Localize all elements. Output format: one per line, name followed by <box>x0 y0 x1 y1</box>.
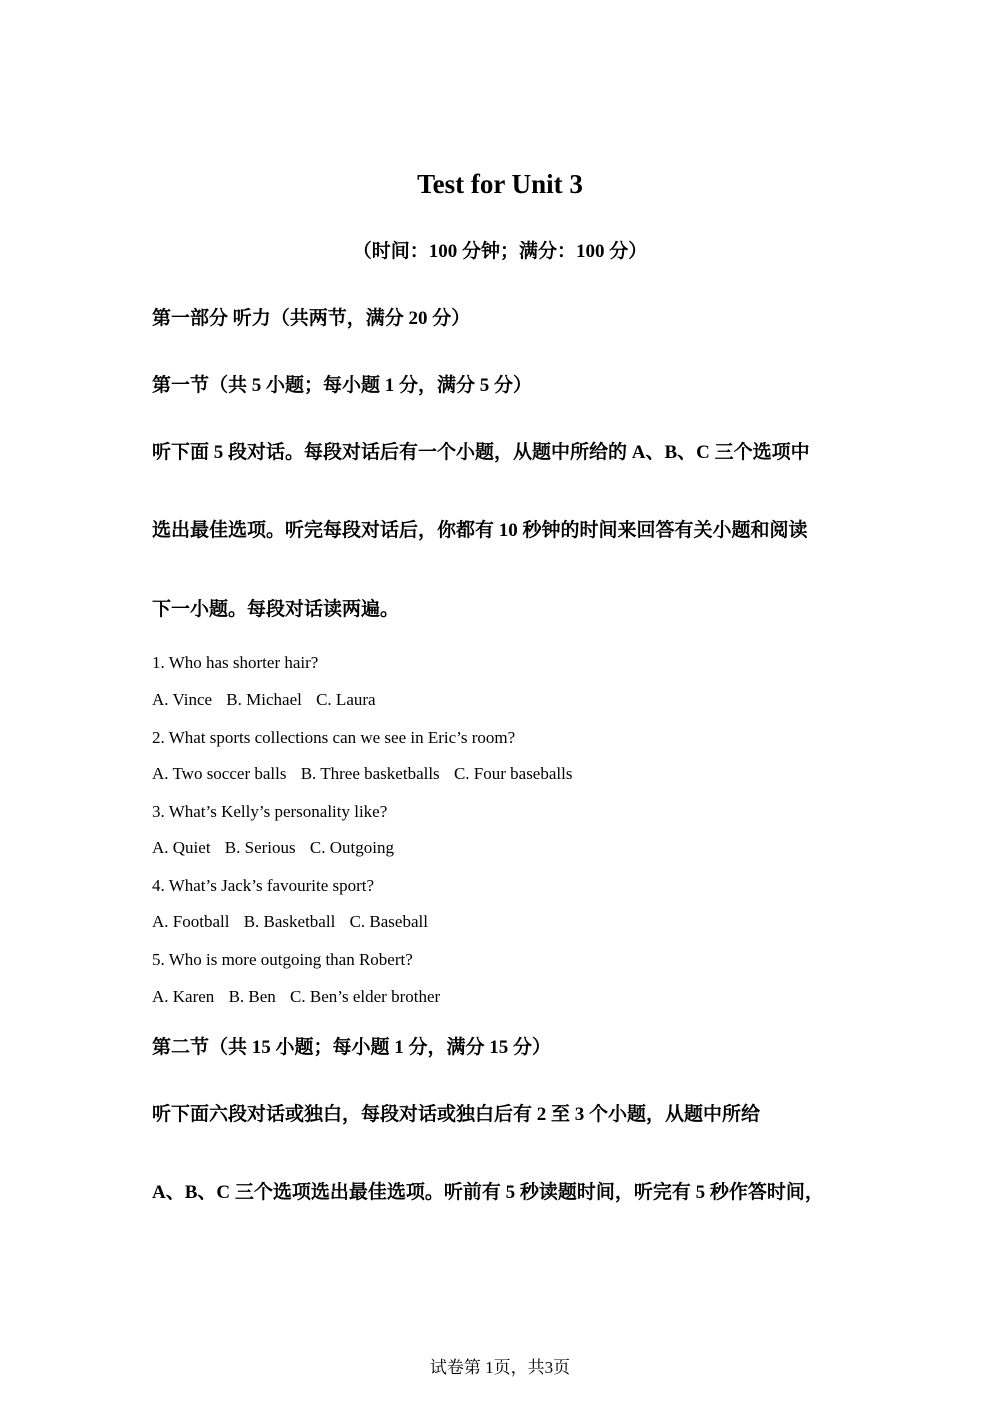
section1-instruction-line: 下一小题。每段对话读两遍。 <box>152 599 400 620</box>
section2-heading: 第二节（共 15 小题；每小题 1 分，满分 15 分） <box>152 1037 552 1058</box>
section1-instruction-line: 听下面 5 段对话。每段对话后有一个小题，从题中所给的 A、B、C 三个选项中 <box>152 442 810 463</box>
section2-instruction-line: A、B、C 三个选项选出最佳选项。听前有 5 秒读题时间，听完有 5 秒作答时间， <box>152 1182 824 1203</box>
option-a: A. Two soccer balls <box>152 764 287 783</box>
option-c: C. Outgoing <box>309 838 394 857</box>
part1-heading: 第一部分 听力（共两节，满分 20 分） <box>152 308 471 329</box>
question-5-options <box>152 985 872 1009</box>
option-b: B. Michael <box>226 690 302 709</box>
question-1-options <box>152 688 872 712</box>
option-b: B. Serious <box>224 838 296 857</box>
question-2: 2. What sports collections can we see in Eric’s room? <box>152 728 516 747</box>
question-4: 4. What’s Jack’s favourite sport? <box>152 876 375 895</box>
option-a: A. Quiet <box>152 838 211 857</box>
question-2-options <box>152 762 872 786</box>
question-3: 3. What’s Kelly’s personality like? <box>152 802 388 821</box>
option-c: C. Baseball <box>349 912 428 931</box>
page-footer: 试卷第 1页，共3页 <box>429 1358 571 1377</box>
option-c: C. Ben’s elder brother <box>290 987 441 1006</box>
section2-instruction-line: 听下面六段对话或独白，每段对话或独白后有 2 至 3 个小题，从题中所给 <box>152 1104 761 1125</box>
option-a: A. Vince <box>152 690 213 709</box>
section1-heading: 第一节（共 5 小题；每小题 1 分，满分 5 分） <box>152 375 533 396</box>
question-4-options <box>152 910 872 934</box>
question-1: 1. Who has shorter hair? <box>152 653 319 672</box>
option-b: B. Three basketballs <box>300 764 440 783</box>
question-5: 5. Who is more outgoing than Robert? <box>152 950 413 969</box>
option-c: C. Four baseballs <box>453 764 573 783</box>
option-c: C. Laura <box>316 690 376 709</box>
option-a: A. Football <box>152 912 230 931</box>
option-b: B. Basketball <box>243 912 336 931</box>
page-title: Test for Unit 3 <box>417 169 583 199</box>
section1-instruction-line: 选出最佳选项。听完每段对话后，你都有 10 秒钟的时间来回答有关小题和阅读 <box>152 520 808 541</box>
option-a: A. Karen <box>152 987 215 1006</box>
question-3-options <box>152 836 872 860</box>
option-b: B. Ben <box>228 987 276 1006</box>
exam-time-and-score: （时间：100 分钟；满分：100 分） <box>352 241 648 262</box>
